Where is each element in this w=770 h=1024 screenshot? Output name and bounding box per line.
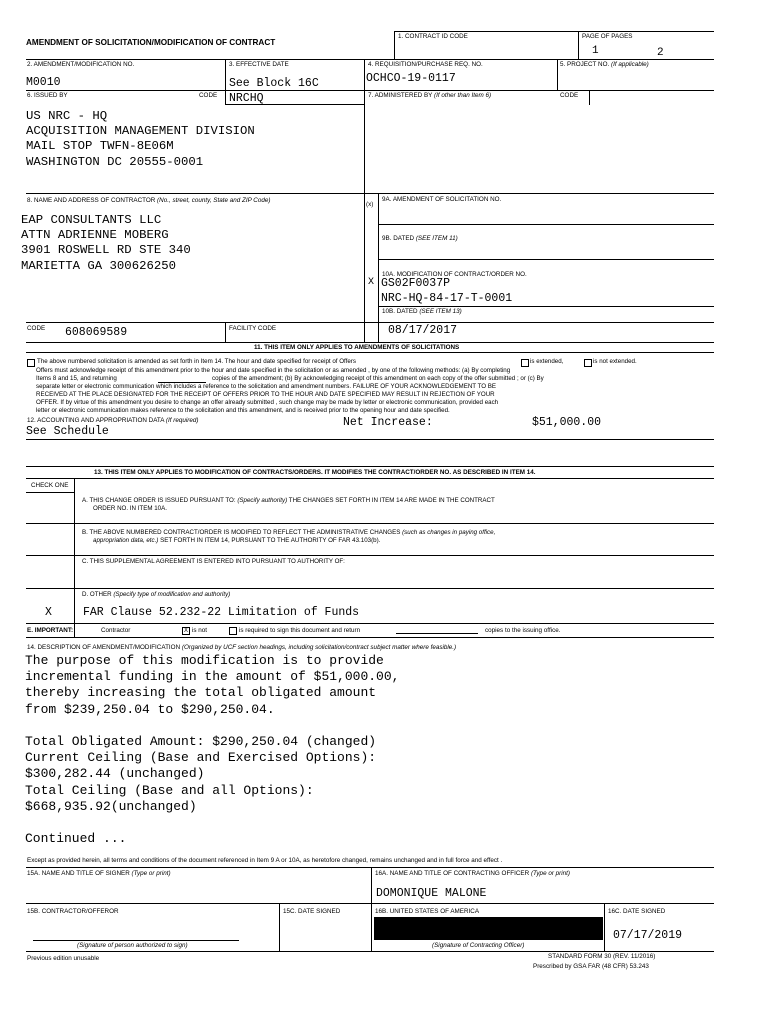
rule (279, 903, 280, 951)
description-line (25, 718, 399, 734)
description-line: $668,935.92(unchanged) (25, 798, 197, 814)
box3-label: 3. EFFECTIVE DATE (229, 61, 289, 68)
item13b-line2: appropriation data, etc.) SET FORTH IN ITEM 14, PURSUANT TO THE AUTHORITY OF FAR 43.103(b). (93, 537, 381, 544)
description-line: Total Ceiling (Base and all Options): (25, 782, 314, 798)
box6-code-field (225, 90, 365, 105)
important-label: E. IMPORTANT: (27, 627, 74, 634)
box10a-label: 10A. MODIFICATION OF CONTRACT/ORDER NO. (382, 271, 527, 278)
item12-value: See Schedule (26, 425, 109, 438)
item11-line4: separate letter or electronic communication which includes a reference to the solicitation and amendment numbers. FAILURE OF YOUR ACKNOWLEDGEMENT TO BE (36, 383, 497, 390)
item11-checkbox[interactable] (27, 359, 35, 367)
box10b-label: 10B. DATED (SEE ITEM 13) (382, 308, 462, 315)
redaction-box (374, 917, 603, 940)
box10b-value: 08/17/2017 (388, 324, 458, 337)
box8-label: 8. NAME AND ADDRESS OF CONTRACTOR (No., street, county, State and ZIP Code) (27, 197, 271, 204)
except-text: Except as provided herein, all terms and conditions of the document referenced in Item 9 A or 10A, as heretofore changed, remains unchanged and in full force and effect . (27, 857, 503, 864)
check-one-label: CHECK ONE (31, 482, 69, 489)
item11-line3b: copies of the amendment; (b) By acknowledging receipt of this amendment on each copy of the offer submitted ; or (c) By (212, 375, 544, 382)
not-extended-checkbox[interactable] (584, 359, 592, 367)
box8-code: 608069589 (65, 326, 128, 339)
box16b-label: 16B. UNITED STATES OF AMERICA (375, 908, 480, 915)
rule (26, 59, 714, 60)
box16c-label: 16C. DATE SIGNED (608, 908, 666, 915)
item11-line5: RECEIVED AT THE PLACE DESIGNATED FOR THE RECEIPT OF OFFERS PRIOR TO THE HOUR AND DATE SPECIFIED MAY RESULT IN REJECTION OF YOUR (36, 391, 495, 398)
box10a-value2: NRC-HQ-84-17-T-0001 (381, 292, 513, 305)
rule (26, 439, 714, 440)
rule (378, 193, 379, 342)
page-of-pages-label: PAGE OF PAGES (582, 33, 633, 40)
page-number: 1 (592, 45, 599, 57)
rule (26, 322, 714, 323)
rule (604, 903, 605, 951)
address-line: 3901 ROSWELL RD STE 340 (21, 243, 191, 258)
rule (26, 867, 714, 868)
item14-description (25, 653, 399, 847)
box16a-label: 16A. NAME AND TITLE OF CONTRACTING OFFICER (Type or print) (375, 870, 571, 877)
not-extended-label: is not extended. (593, 358, 637, 365)
box8-address (21, 213, 191, 274)
rule (26, 637, 714, 638)
rule (26, 555, 714, 556)
item11-line1: The above numbered solicitation is amended as set forth in Item 14. The hour and date specified for receipt of Offers (37, 358, 356, 365)
footer-prescribed: Prescribed by GSA FAR (48 CFR) 53.243 (533, 963, 649, 970)
rule (394, 31, 395, 59)
box2-value: M0010 (26, 76, 61, 89)
extended-checkbox[interactable] (521, 359, 529, 367)
rule (589, 90, 590, 105)
is-required-checkbox[interactable] (229, 627, 237, 635)
box4-value: OCHCO-19-0117 (366, 72, 456, 85)
rule (26, 352, 714, 353)
item11-line6: OFFER. If by virtue of this amendment you desire to change an offer already submitted , such change may be made by letter or electronic communication, provided each (36, 399, 499, 406)
item13d-x-mark: X (45, 606, 52, 619)
rule (371, 867, 372, 951)
rule (225, 59, 226, 90)
rule (26, 588, 714, 589)
item11-line3a: Items 8 and 15, and returning (36, 375, 117, 382)
box16c-value: 07/17/2019 (613, 929, 683, 942)
rule (378, 259, 714, 260)
is-not-label: is not (192, 627, 208, 634)
box6-label: 6. ISSUED BY (27, 92, 68, 99)
description-line: from $239,250.04 to $290,250.04. (25, 701, 275, 717)
item13c-line: C. THIS SUPPLEMENTAL AGREEMENT IS ENTERED INTO PURSUANT TO AUTHORITY OF: (82, 558, 345, 565)
rule (26, 903, 714, 904)
net-increase-label: Net Increase: (343, 416, 433, 429)
rule (26, 492, 74, 493)
rule (26, 478, 714, 479)
footer-form-number: STANDARD FORM 30 (REV. 11/2016) (548, 953, 656, 960)
contractor-label: Contractor (101, 627, 131, 634)
rule (378, 306, 714, 307)
description-line: Total Obligated Amount: $290,250.04 (changed) (25, 734, 377, 749)
description-line (25, 815, 399, 831)
rule (378, 224, 714, 225)
item11-header: 11. THIS ITEM ONLY APPLIES TO AMENDMENTS OF SOLICITATIONS (254, 344, 460, 351)
box16a-value: DOMONIQUE MALONE (376, 887, 487, 900)
box16b-sig-note: (Signature of Contracting Officer) (432, 942, 525, 949)
box2-label: 2. AMENDMENT/MODIFICATION NO. (27, 61, 135, 68)
item11-line2: Offers must acknowledge receipt of this amendment prior to the hour and date specified in the solicitation or as amended , by one of the following methods: (a) By completing (36, 367, 511, 374)
box6-address (26, 109, 255, 170)
rule (74, 478, 75, 637)
address-line: ATTN ADRIENNE MOBERG (21, 228, 169, 243)
description-line: The purpose of this modification is to provide (25, 653, 384, 668)
rule (557, 59, 558, 90)
box5-label: 5. PROJECT NO. (If applicable) (560, 61, 649, 68)
item13a-line2: ORDER NO. IN ITEM 10A. (93, 505, 167, 512)
rule (394, 31, 714, 32)
box6-code: NRCHQ (229, 92, 264, 105)
address-line: WASHINGTON DC 20555-0001 (26, 154, 204, 169)
box8-code-label: CODE (27, 325, 46, 332)
rule (26, 466, 714, 467)
rule (26, 90, 714, 91)
is-required-label: is required to sign this document and return (239, 627, 361, 634)
box4-label: 4. REQUISITION/PURCHASE REQ. NO. (368, 61, 483, 68)
box7-label: 7. ADMINISTERED BY (If other than Item 6) (368, 92, 492, 99)
item13d-value: FAR Clause 52.232-22 Limitation of Funds (83, 606, 360, 619)
box15a-label: 15A. NAME AND TITLE OF SIGNER (Type or print) (27, 870, 171, 877)
item13d-line: D. OTHER (Specify type of modification and authority) (82, 591, 231, 598)
box15b-label: 15B. CONTRACTOR/OFFEROR (27, 908, 119, 915)
page-count: 2 (657, 47, 664, 59)
box7-code-label: CODE (560, 92, 579, 99)
rule (225, 322, 226, 342)
rule (578, 31, 579, 59)
item14-label: 14. DESCRIPTION OF AMENDMENT/MODIFICATION (Organized by UCF section headings, including solicitation/contract subject matter where feasible.) (27, 644, 457, 651)
description-line: $300,282.44 (unchanged) (25, 766, 205, 782)
copies-blank (396, 633, 478, 634)
item13b-line1: B. THE ABOVE NUMBERED CONTRACT/ORDER IS MODIFIED TO REFLECT THE ADMINISTRATIVE CHANGES (such as changes in paying office, (82, 529, 496, 536)
rule (26, 342, 714, 343)
box3-value: See Block 16C (229, 77, 319, 90)
item13a-line1: A. THIS CHANGE ORDER IS ISSUED PURSUANT TO: (Specify authority) THE CHANGES SET FORTH IN ITEM 14 ARE MADE IN THE CONTRACT (82, 497, 495, 504)
rule (26, 523, 714, 524)
rule (26, 951, 714, 952)
net-increase-value: $51,000.00 (532, 416, 602, 429)
address-line: ACQUISITION MANAGEMENT DIVISION (26, 124, 255, 139)
box10-x-mark: X (368, 277, 375, 288)
description-line: Current Ceiling (Base and Exercised Options): (25, 750, 377, 766)
box9-x-label: (x) (366, 201, 374, 208)
is-not-checkbox[interactable]: X (183, 628, 188, 634)
box9b-label: 9B. DATED (SEE ITEM 11) (382, 235, 458, 242)
box15b-sig-note: (Signature of person authorized to sign) (77, 942, 188, 949)
description-line: incremental funding in the amount of $51,000.00, (25, 669, 400, 685)
description-line: thereby increasing the total obligated amount (25, 685, 377, 701)
box10a-value1: GS02F0037P (381, 277, 451, 290)
box6-code-label: CODE (199, 92, 218, 99)
address-line: MAIL STOP TWFN-8E06M (26, 139, 174, 154)
rule (26, 623, 714, 624)
footer-left: Previous edition unusable (27, 955, 100, 962)
form-title: AMENDMENT OF SOLICITATION/MODIFICATION OF CONTRACT (26, 38, 276, 47)
description-line: Continued ... (25, 831, 127, 847)
address-line: MARIETTA GA 300626250 (21, 258, 176, 273)
item13-header: 13. THIS ITEM ONLY APPLIES TO MODIFICATION OF CONTRACTS/ORDERS. IT MODIFIES THE CONTRACT/ORDER NO. AS DESCRIBED IN ITEM 14. (94, 469, 536, 476)
rule (26, 193, 714, 194)
address-line: US NRC - HQ (26, 109, 108, 123)
copies-label: copies to the issuing office. (485, 627, 561, 634)
facility-code-label: FACILITY CODE (229, 325, 277, 332)
box9a-label: 9A. AMENDMENT OF SOLICITATION NO. (382, 196, 502, 203)
box15c-label: 15C. DATE SIGNED (283, 908, 341, 915)
item12-label: 12. ACCOUNTING AND APPROPRIATION DATA (If required) (27, 417, 199, 424)
extended-label: is extended, (530, 358, 564, 365)
address-line: EAP CONSULTANTS LLC (21, 213, 162, 227)
box1-label: 1. CONTRACT ID CODE (398, 33, 468, 40)
signature-line (33, 940, 239, 941)
item11-line7: letter or electronic communication makes reference to the solicitation and this amendment, and is received prior to the opening hour and date specified. (36, 407, 450, 414)
